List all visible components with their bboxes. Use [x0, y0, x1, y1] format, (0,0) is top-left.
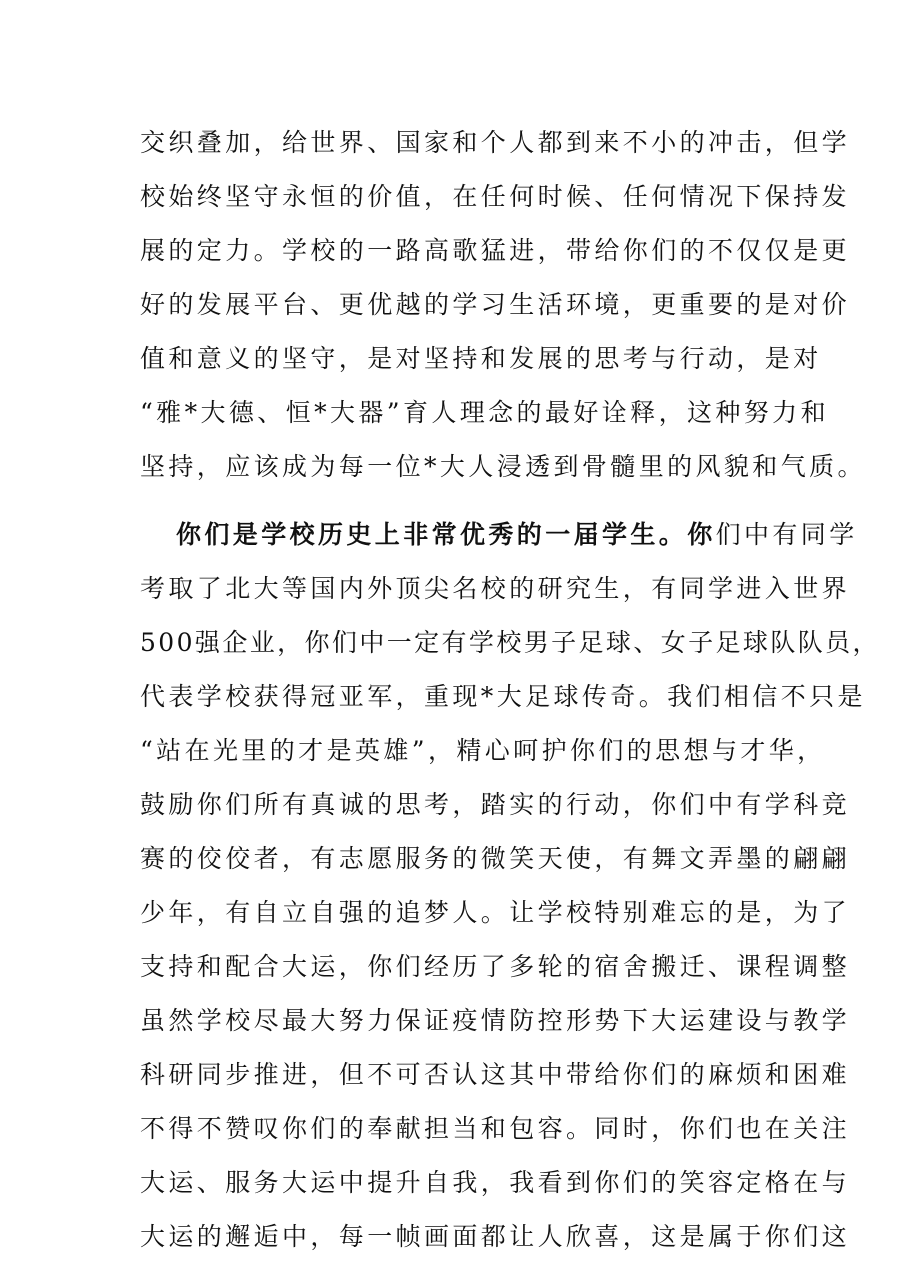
paragraph-2-line-10: 虽然学校尽最大努力保证疫情防控形势下大运建设与教学 — [140, 1006, 851, 1035]
paragraph-2-line-6: 鼓励你们所有真诚的思考，踏实的行动，你们中有学科竞 — [140, 790, 851, 819]
paragraph-2-line-2: 考取了北大等国内外顶尖名校的研究生，有同学进入世界 — [140, 574, 851, 603]
paragraph-1-line-4: 好的发展平台、更优越的学习生活环境，更重要的是对价 — [140, 290, 851, 319]
paragraph-2-line-13: 大运、服务大运中提升自我，我看到你们的笑容定格在与 — [140, 1168, 851, 1197]
paragraph-2-line-4: 代表学校获得冠亚军，重现*大足球传奇。我们相信不只是 — [140, 682, 866, 711]
paragraph-2-lead-bold: 你们是学校历史上非常优秀的一届学生。你 — [176, 520, 716, 549]
paragraph-2-line-8: 少年，有自立自强的追梦人。让学校特别难忘的是，为了 — [140, 898, 851, 927]
paragraph-1-line-7: 坚持，应该成为每一位*大人浸透到骨髓里的风貌和气质。 — [140, 452, 866, 481]
paragraph-1-line-6: “雅*大德、恒*大器”育人理念的最好诠释，这种努力和 — [140, 398, 829, 427]
paragraph-2-line-14: 大运的邂逅中，每一帧画面都让人欣喜，这是属于你们这 — [140, 1222, 851, 1251]
paragraph-1-line-2: 校始终坚守永恒的价值，在任何时候、任何情况下保持发 — [140, 182, 851, 211]
paragraph-1-line-5: 值和意义的坚守，是对坚持和发展的思考与行动，是对 — [140, 344, 822, 373]
paragraph-2-line-12: 不得不赞叹你们的奉献担当和包容。同时，你们也在关注 — [140, 1114, 851, 1143]
paragraph-1-line-3: 展的定力。学校的一路高歌猛进，带给你们的不仅仅是更 — [140, 236, 851, 265]
paragraph-2-line-3: 500强企业，你们中一定有学校男子足球、女子足球队队员， — [140, 628, 880, 657]
paragraph-1-line-1: 交织叠加，给世界、国家和个人都到来不小的冲击，但学 — [140, 128, 851, 157]
paragraph-2-lead-rest: 们中有同学 — [715, 520, 858, 549]
paragraph-2-line-9: 支持和配合大运，你们经历了多轮的宿舍搬迁、课程调整 — [140, 952, 851, 981]
paragraph-2-line-11: 科研同步推进，但不可否认这其中带给你们的麻烦和困难 — [140, 1060, 851, 1089]
paragraph-2-line-7: 赛的佼佼者，有志愿服务的微笑天使，有舞文弄墨的翩翩 — [140, 844, 851, 873]
paragraph-2-line-5: “站在光里的才是英雄”，精心呵护你们的思想与才华， — [140, 736, 826, 765]
paragraph-2-line-1 — [176, 518, 858, 552]
